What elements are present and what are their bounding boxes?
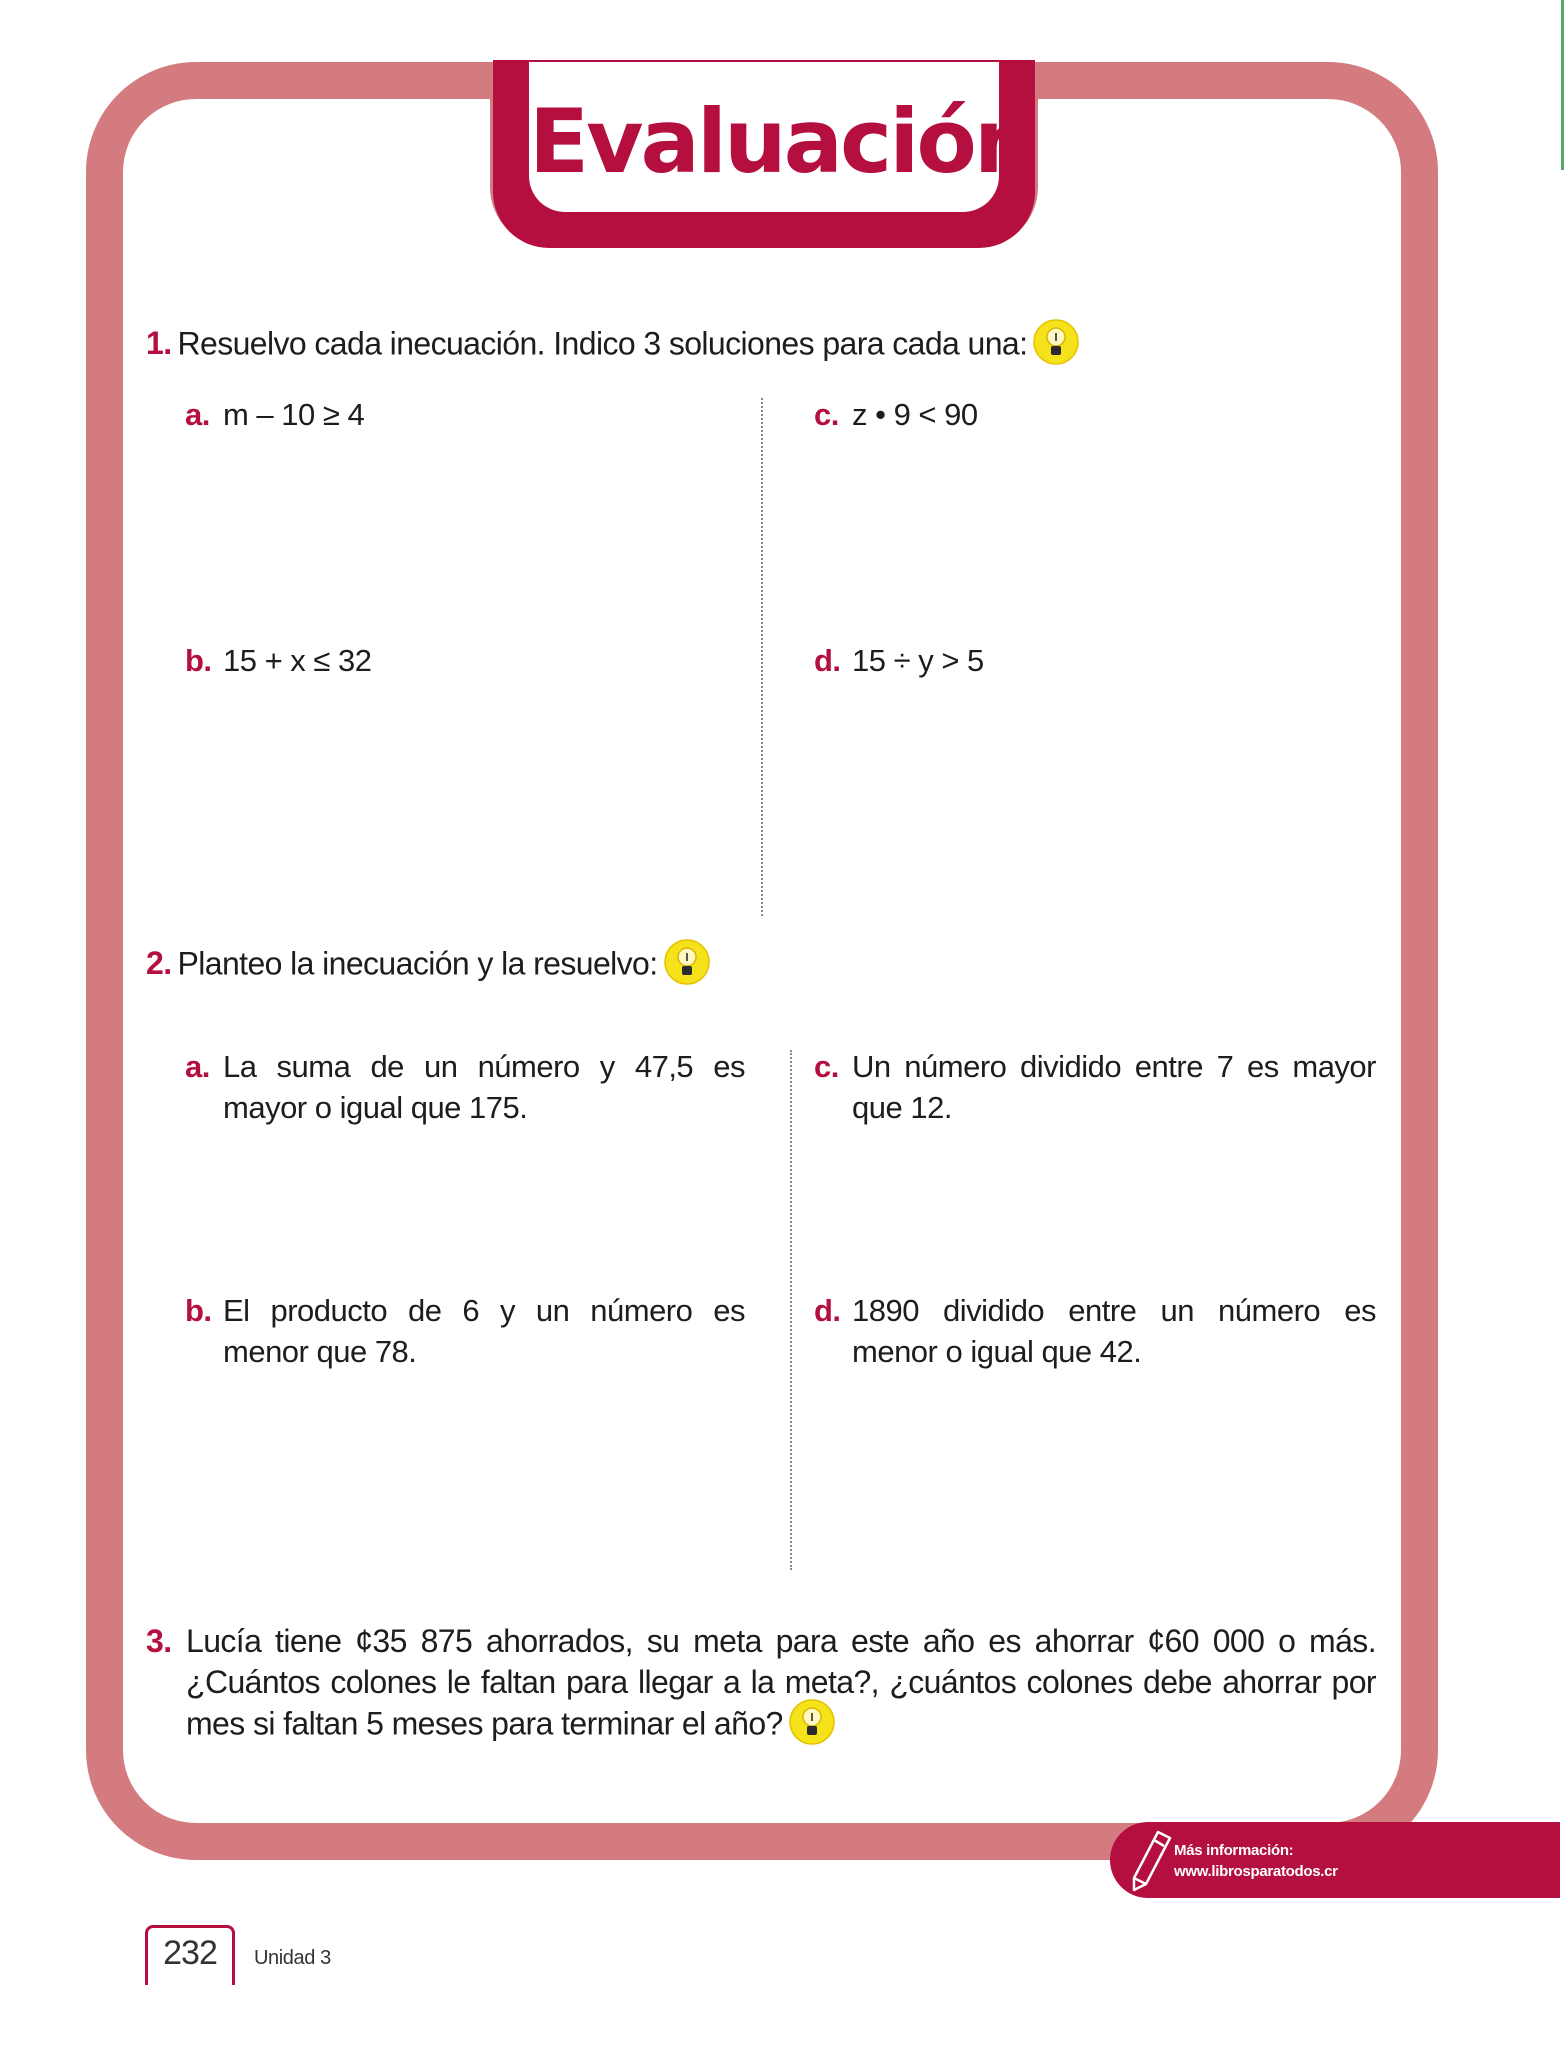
q2-item-a xyxy=(185,1046,745,1128)
lightbulb-icon xyxy=(789,1699,835,1745)
lightbulb-icon xyxy=(1033,319,1079,365)
item-label: a. xyxy=(185,397,210,432)
item-label: b. xyxy=(185,643,212,678)
item-label: c. xyxy=(814,397,839,432)
question-1 xyxy=(146,323,1376,369)
q1-item-c xyxy=(814,394,1374,435)
page-title: Evaluación xyxy=(529,90,1034,193)
item-label: d. xyxy=(814,643,841,678)
question-2-text: Planteo la inecuación y la resuelvo: xyxy=(177,945,658,982)
unit-label: Unidad 3 xyxy=(254,1947,331,1969)
more-info-link[interactable]: www.librosparatodos.cr xyxy=(1174,1863,1338,1880)
question-1-text: Resuelvo cada inecuación. Indico 3 soluciones para cada una: xyxy=(177,325,1028,362)
item-label: d. xyxy=(814,1293,841,1328)
item-label: b. xyxy=(185,1293,212,1328)
q1-item-d xyxy=(814,640,1374,681)
item-text: m – 10 ≥ 4 xyxy=(223,397,365,432)
item-text: Un número dividido entre 7 es mayor que 12. xyxy=(852,1049,1376,1125)
q1-item-a xyxy=(185,394,745,435)
page-number: 232 xyxy=(163,1934,217,1972)
question-3-number: 3. xyxy=(146,1623,172,1659)
q2-item-d xyxy=(814,1290,1376,1372)
item-text: El producto de 6 y un número es menor que 78. xyxy=(223,1293,745,1369)
question-3 xyxy=(146,1621,1376,1749)
more-info-text xyxy=(1174,1840,1338,1882)
item-text: 1890 dividido entre un número es menor o igual que 42. xyxy=(852,1293,1376,1369)
item-label: c. xyxy=(814,1049,839,1084)
item-text: z • 9 < 90 xyxy=(852,397,978,432)
item-text: La suma de un número y 47,5 es mayor o igual que 175. xyxy=(223,1049,745,1125)
lightbulb-icon xyxy=(664,939,710,985)
item-text: 15 ÷ y > 5 xyxy=(852,643,984,678)
question-2 xyxy=(146,943,1376,989)
item-label: a. xyxy=(185,1049,210,1084)
question-1-number: 1. xyxy=(146,325,172,362)
question-3-text: Lucía tiene ¢35 875 ahorrados, su meta para este año es ahorrar ¢60 000 o más. ¿Cuántos colones le faltan para llegar a la meta?, ¿cuántos colones debe ahorrar por mes si faltan 5 meses para terminar el año? xyxy=(186,1623,1376,1742)
q1-item-b xyxy=(185,640,745,681)
more-info-label: Más información: xyxy=(1174,1842,1294,1859)
q1-column-divider xyxy=(761,398,763,916)
q2-item-c xyxy=(814,1046,1376,1128)
pencil-icon xyxy=(1124,1828,1176,1894)
q2-item-b xyxy=(185,1290,745,1372)
question-2-number: 2. xyxy=(146,945,172,982)
q2-column-divider xyxy=(790,1050,792,1570)
item-text: 15 + x ≤ 32 xyxy=(223,643,372,678)
